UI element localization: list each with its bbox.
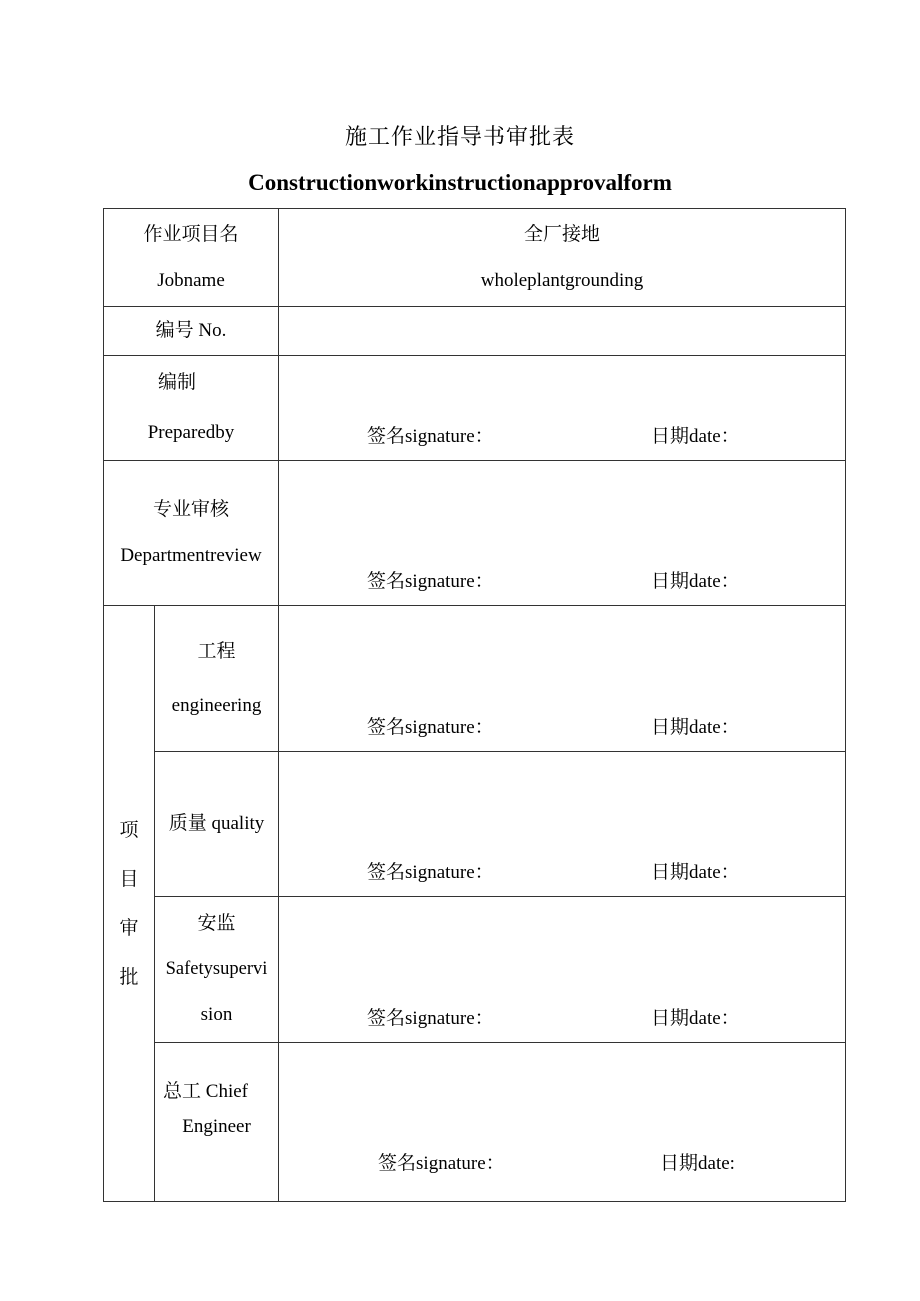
date-field: 日期date： [651, 861, 740, 883]
prepared-label-cell [104, 356, 279, 461]
quality-row [104, 752, 846, 897]
quality-sign-cell[interactable] [279, 752, 846, 897]
chief-row [104, 1043, 846, 1202]
date-field: 日期date： [651, 1007, 740, 1029]
safety-label-en-1: Safetysupervi [165, 958, 268, 979]
dept-review-row [104, 461, 846, 606]
number-row [104, 307, 846, 356]
form-title-en: Constructionworkinstructionapprovalform [248, 170, 672, 195]
prepared-label-en: Preparedby [147, 422, 235, 443]
number-value-cell[interactable] [279, 307, 846, 356]
safety-sign-cell[interactable] [279, 897, 846, 1043]
number-label-en: No. [198, 320, 227, 342]
signature-field: 签名signature： [367, 1007, 494, 1029]
chief-sign-cell[interactable] [279, 1043, 846, 1202]
dept-review-label-en: Departmentreview [120, 545, 262, 566]
safety-row [104, 897, 846, 1043]
date-field: 日期date： [651, 716, 740, 738]
job-label-cell [104, 209, 279, 307]
approval-form-table [103, 208, 846, 1202]
engineering-label-en: engineering [171, 694, 262, 716]
engineering-sign-cell[interactable] [279, 606, 846, 752]
safety-label-en-2: sion [200, 1004, 233, 1026]
engineering-row [104, 606, 846, 752]
date-field: 日期date: [660, 1152, 735, 1174]
dept-review-sign-cell[interactable] [279, 461, 846, 606]
number-label-cell [104, 307, 279, 356]
job-value-en: wholeplantgrounding [480, 269, 644, 291]
job-label-en: Jobname [157, 269, 225, 291]
dept-review-label-cell [104, 461, 279, 606]
signature-field: 签名signature： [367, 425, 494, 447]
safety-label-cell [155, 897, 279, 1043]
job-value-cell [279, 209, 846, 307]
prepared-label-cn: 编制 [158, 371, 197, 394]
chief-label-line-1: 总工 Chief [163, 1079, 248, 1102]
dept-review-label-cn: 专业审核 [153, 498, 230, 521]
signature-field: 签名signature： [378, 1152, 505, 1174]
chief-label-cell [155, 1043, 279, 1202]
quality-label-cn: 质量 [168, 812, 207, 835]
quality-label-cell [155, 752, 279, 897]
prepared-sign-cell[interactable] [279, 356, 846, 461]
number-label-cn: 编号 [155, 319, 194, 342]
date-field: 日期date： [651, 425, 740, 447]
engineering-label-cn: 工程 [197, 639, 236, 662]
signature-field: 签名signature： [367, 861, 494, 883]
signature-field: 签名signature： [367, 570, 494, 592]
quality-label-en: quality [211, 813, 265, 835]
job-row [104, 209, 846, 307]
project-review-vertical-label: 项 目 审 批 [104, 606, 155, 1202]
engineering-label-cell [155, 606, 279, 752]
job-value-cn: 全厂接地 [524, 222, 601, 245]
safety-label-cn: 安监 [197, 912, 236, 935]
chief-label-en-2: Engineer [182, 1116, 251, 1137]
date-field: 日期date： [651, 570, 740, 592]
prepared-row [104, 356, 846, 461]
form-title-cn: 施工作业指导书审批表 [344, 125, 575, 150]
signature-field: 签名signature： [367, 716, 494, 738]
job-label-cn: 作业项目名 [143, 222, 239, 245]
